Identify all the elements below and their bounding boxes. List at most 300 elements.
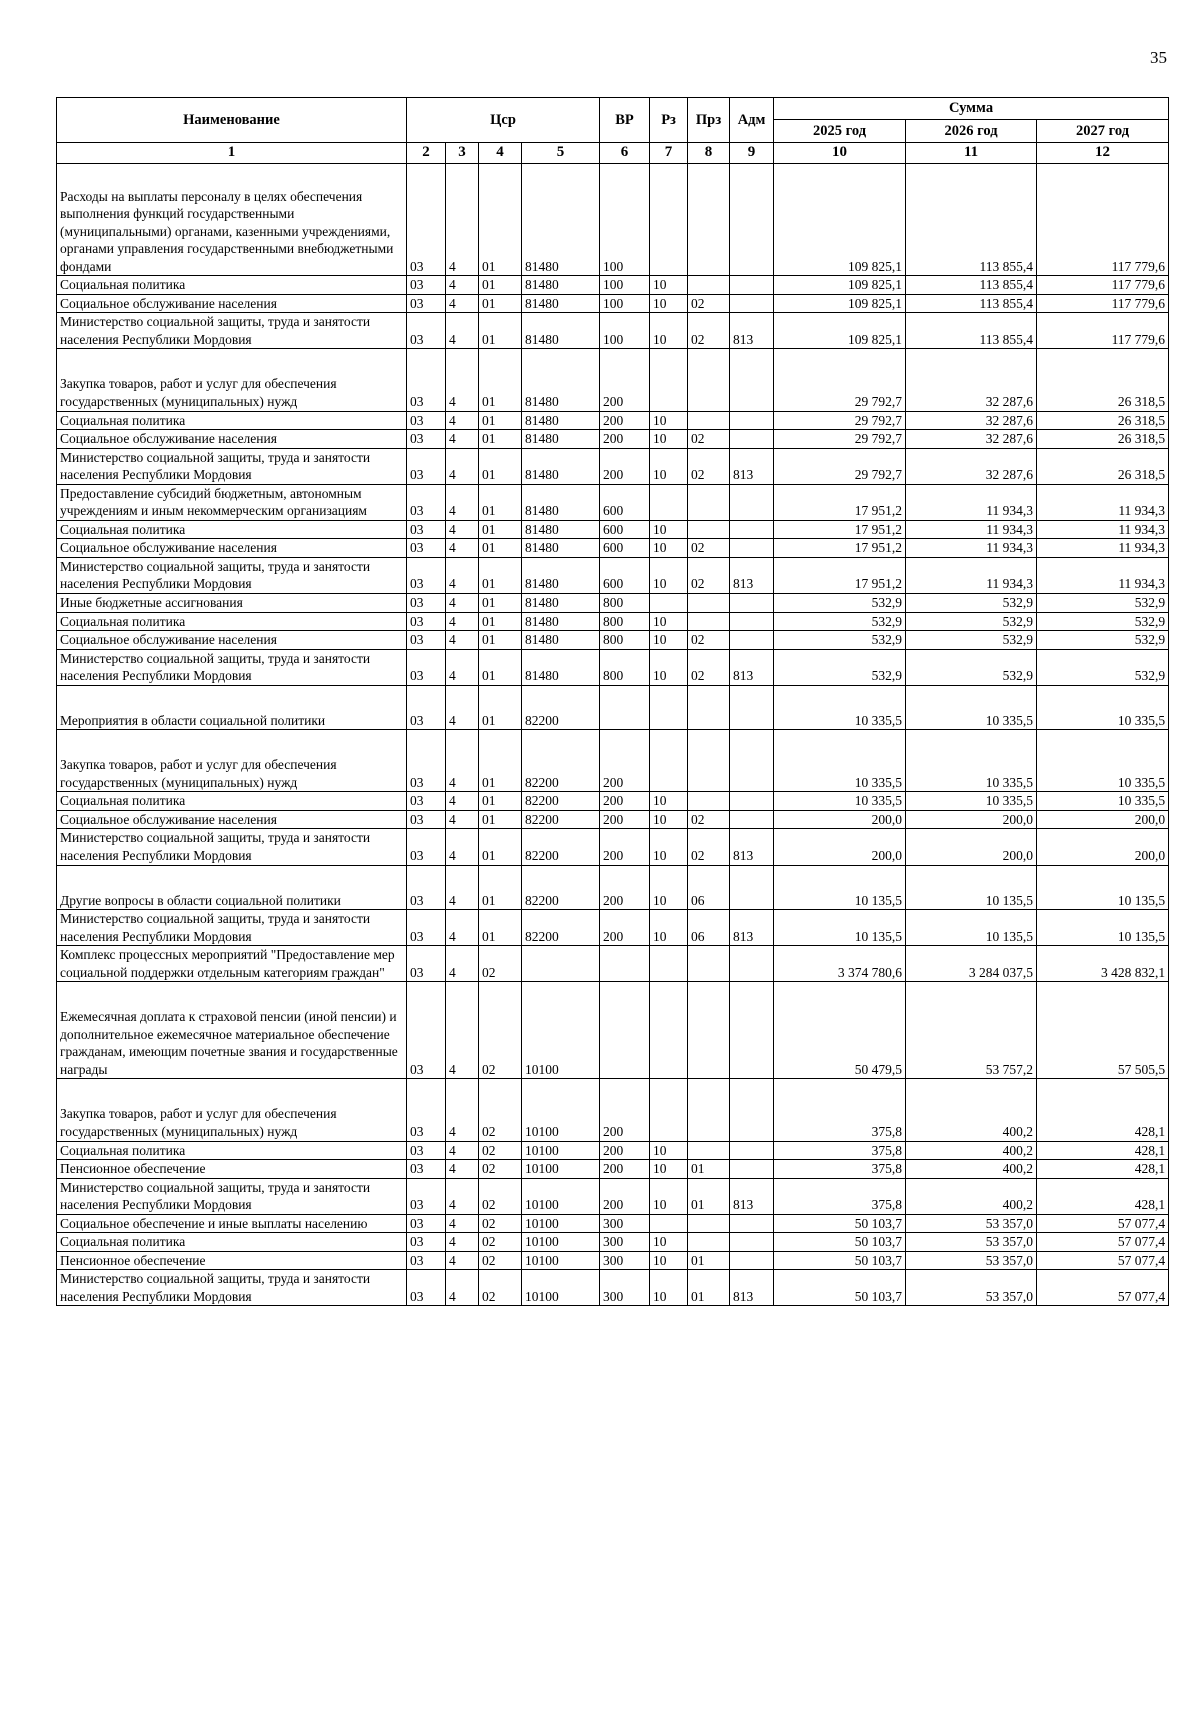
cell-adm (730, 685, 774, 730)
header-sum: Сумма (774, 98, 1169, 120)
row-name: Иные бюджетные ассигнования (57, 593, 407, 612)
row-name: Социальная политика (57, 612, 407, 631)
cell-sum-2027: 10 135,5 (1037, 910, 1169, 946)
table-row (57, 631, 1169, 650)
column-number: 1 (57, 143, 407, 164)
row-name: Министерство социальной защиты, труда и занятости населения Республики Мордовия (57, 557, 407, 593)
cell-prz (688, 520, 730, 539)
cell-adm (730, 520, 774, 539)
row-name: Министерство социальной защиты, труда и занятости населения Республики Мордовия (57, 829, 407, 865)
cell-c3: 4 (446, 810, 479, 829)
cell-rz (650, 593, 688, 612)
cell-c3: 4 (446, 910, 479, 946)
cell-sum-2025: 532,9 (774, 612, 906, 631)
cell-c2: 03 (407, 539, 446, 558)
cell-prz (688, 612, 730, 631)
column-number: 9 (730, 143, 774, 164)
cell-adm: 813 (730, 557, 774, 593)
cell-adm (730, 730, 774, 792)
cell-prz: 01 (688, 1251, 730, 1270)
cell-sum-2027: 11 934,3 (1037, 557, 1169, 593)
cell-c4: 01 (479, 520, 522, 539)
cell-c2: 03 (407, 557, 446, 593)
cell-c2: 03 (407, 685, 446, 730)
cell-prz (688, 163, 730, 276)
row-name: Социальное обеспечение и иные выплаты населению (57, 1214, 407, 1233)
row-name: Министерство социальной защиты, труда и занятости населения Республики Мордовия (57, 448, 407, 484)
row-name: Закупка товаров, работ и услуг для обеспечения государственных (муниципальных) нужд (57, 730, 407, 792)
row-name: Закупка товаров, работ и услуг для обеспечения государственных (муниципальных) нужд (57, 1079, 407, 1141)
table-row (57, 557, 1169, 593)
cell-c5: 81480 (522, 484, 600, 520)
cell-c2: 03 (407, 448, 446, 484)
cell-c3: 4 (446, 557, 479, 593)
cell-vr (600, 946, 650, 982)
table-row (57, 792, 1169, 811)
cell-vr: 200 (600, 448, 650, 484)
cell-c5: 81480 (522, 612, 600, 631)
cell-rz: 10 (650, 1270, 688, 1306)
row-name: Другие вопросы в области социальной политики (57, 865, 407, 910)
cell-prz (688, 1079, 730, 1141)
cell-prz (688, 411, 730, 430)
cell-adm (730, 810, 774, 829)
cell-sum-2025: 109 825,1 (774, 313, 906, 349)
cell-c3: 4 (446, 539, 479, 558)
cell-c2: 03 (407, 1160, 446, 1179)
cell-c5: 81480 (522, 163, 600, 276)
cell-adm (730, 539, 774, 558)
table-row (57, 411, 1169, 430)
cell-adm (730, 982, 774, 1079)
cell-sum-2026: 10 135,5 (906, 865, 1037, 910)
cell-sum-2025: 29 792,7 (774, 411, 906, 430)
table-row (57, 810, 1169, 829)
cell-c4: 02 (479, 1160, 522, 1179)
table-row (57, 276, 1169, 295)
cell-vr: 800 (600, 593, 650, 612)
column-number: 12 (1037, 143, 1169, 164)
cell-adm: 813 (730, 448, 774, 484)
cell-rz: 10 (650, 411, 688, 430)
cell-sum-2026: 53 757,2 (906, 982, 1037, 1079)
cell-c3: 4 (446, 730, 479, 792)
cell-rz: 10 (650, 1233, 688, 1252)
cell-adm: 813 (730, 1178, 774, 1214)
cell-sum-2025: 375,8 (774, 1079, 906, 1141)
cell-c4: 01 (479, 557, 522, 593)
table-row (57, 649, 1169, 685)
cell-adm: 813 (730, 313, 774, 349)
cell-adm (730, 593, 774, 612)
cell-sum-2027: 57 077,4 (1037, 1251, 1169, 1270)
table-row (57, 946, 1169, 982)
cell-sum-2026: 532,9 (906, 631, 1037, 650)
cell-c5: 81480 (522, 631, 600, 650)
cell-c3: 4 (446, 1251, 479, 1270)
cell-adm (730, 792, 774, 811)
cell-sum-2027: 11 934,3 (1037, 484, 1169, 520)
cell-sum-2026: 11 934,3 (906, 484, 1037, 520)
cell-c5: 81480 (522, 294, 600, 313)
column-number: 4 (479, 143, 522, 164)
cell-c3: 4 (446, 946, 479, 982)
table-row (57, 865, 1169, 910)
cell-c3: 4 (446, 1079, 479, 1141)
cell-rz (650, 982, 688, 1079)
cell-vr: 600 (600, 557, 650, 593)
cell-c5: 82200 (522, 685, 600, 730)
cell-c3: 4 (446, 1270, 479, 1306)
cell-c3: 4 (446, 593, 479, 612)
cell-sum-2027: 117 779,6 (1037, 276, 1169, 295)
cell-c5: 82200 (522, 810, 600, 829)
cell-c5: 81480 (522, 430, 600, 449)
cell-c5: 81480 (522, 649, 600, 685)
cell-sum-2027: 26 318,5 (1037, 349, 1169, 411)
cell-c3: 4 (446, 163, 479, 276)
cell-prz: 01 (688, 1178, 730, 1214)
cell-vr: 200 (600, 1178, 650, 1214)
cell-sum-2026: 400,2 (906, 1160, 1037, 1179)
column-number: 3 (446, 143, 479, 164)
cell-c5: 10100 (522, 1178, 600, 1214)
cell-sum-2025: 109 825,1 (774, 163, 906, 276)
cell-c2: 03 (407, 649, 446, 685)
cell-prz: 06 (688, 865, 730, 910)
cell-c2: 03 (407, 430, 446, 449)
cell-c2: 03 (407, 484, 446, 520)
cell-sum-2025: 532,9 (774, 649, 906, 685)
cell-vr: 100 (600, 294, 650, 313)
cell-sum-2025: 29 792,7 (774, 448, 906, 484)
cell-sum-2027: 532,9 (1037, 631, 1169, 650)
cell-sum-2025: 10 335,5 (774, 792, 906, 811)
cell-prz: 02 (688, 539, 730, 558)
cell-sum-2027: 3 428 832,1 (1037, 946, 1169, 982)
cell-sum-2026: 113 855,4 (906, 294, 1037, 313)
cell-c4: 02 (479, 1251, 522, 1270)
cell-sum-2026: 32 287,6 (906, 349, 1037, 411)
cell-c3: 4 (446, 685, 479, 730)
cell-c2: 03 (407, 1079, 446, 1141)
cell-c3: 4 (446, 276, 479, 295)
cell-c2: 03 (407, 612, 446, 631)
cell-sum-2025: 17 951,2 (774, 557, 906, 593)
header-rz: Рз (650, 98, 688, 143)
cell-sum-2026: 3 284 037,5 (906, 946, 1037, 982)
cell-prz: 01 (688, 1160, 730, 1179)
cell-sum-2026: 400,2 (906, 1178, 1037, 1214)
cell-c4: 01 (479, 649, 522, 685)
cell-sum-2027: 117 779,6 (1037, 313, 1169, 349)
cell-sum-2027: 26 318,5 (1037, 448, 1169, 484)
cell-vr: 200 (600, 430, 650, 449)
cell-prz: 02 (688, 557, 730, 593)
row-name: Социальная политика (57, 411, 407, 430)
row-name: Министерство социальной защиты, труда и занятости населения Республики Мордовия (57, 649, 407, 685)
cell-sum-2027: 117 779,6 (1037, 294, 1169, 313)
header-year-2025: 2025 год (774, 120, 906, 143)
cell-sum-2026: 32 287,6 (906, 448, 1037, 484)
cell-rz: 10 (650, 1160, 688, 1179)
cell-c4: 01 (479, 411, 522, 430)
table-row (57, 520, 1169, 539)
cell-vr: 200 (600, 411, 650, 430)
cell-vr: 200 (600, 865, 650, 910)
cell-sum-2026: 10 335,5 (906, 730, 1037, 792)
cell-c4: 01 (479, 631, 522, 650)
cell-adm: 813 (730, 829, 774, 865)
cell-c2: 03 (407, 1141, 446, 1160)
cell-c4: 01 (479, 910, 522, 946)
cell-c3: 4 (446, 829, 479, 865)
table-row (57, 1251, 1169, 1270)
cell-sum-2025: 10 335,5 (774, 730, 906, 792)
cell-rz (650, 1079, 688, 1141)
cell-vr: 300 (600, 1233, 650, 1252)
cell-c5: 82200 (522, 829, 600, 865)
cell-c3: 4 (446, 982, 479, 1079)
cell-c5: 10100 (522, 982, 600, 1079)
cell-c2: 03 (407, 1251, 446, 1270)
table-row (57, 730, 1169, 792)
cell-sum-2027: 200,0 (1037, 829, 1169, 865)
cell-rz: 10 (650, 294, 688, 313)
cell-sum-2025: 10 135,5 (774, 910, 906, 946)
cell-prz (688, 792, 730, 811)
cell-sum-2027: 26 318,5 (1037, 411, 1169, 430)
cell-sum-2025: 532,9 (774, 593, 906, 612)
row-name: Министерство социальной защиты, труда и занятости населения Республики Мордовия (57, 1270, 407, 1306)
cell-c4: 01 (479, 593, 522, 612)
table-row (57, 484, 1169, 520)
cell-c5: 10100 (522, 1214, 600, 1233)
row-name: Социальная политика (57, 792, 407, 811)
cell-vr: 200 (600, 810, 650, 829)
cell-sum-2027: 117 779,6 (1037, 163, 1169, 276)
cell-adm (730, 1251, 774, 1270)
cell-vr: 200 (600, 730, 650, 792)
cell-prz (688, 1214, 730, 1233)
cell-c2: 03 (407, 829, 446, 865)
cell-prz: 02 (688, 631, 730, 650)
cell-c4: 02 (479, 1079, 522, 1141)
cell-c4: 01 (479, 276, 522, 295)
cell-c4: 01 (479, 829, 522, 865)
cell-prz: 02 (688, 829, 730, 865)
cell-rz: 10 (650, 430, 688, 449)
cell-vr: 600 (600, 539, 650, 558)
cell-c3: 4 (446, 448, 479, 484)
cell-vr (600, 982, 650, 1079)
cell-prz (688, 349, 730, 411)
header-year-2027: 2027 год (1037, 120, 1169, 143)
cell-c3: 4 (446, 612, 479, 631)
table-row (57, 1160, 1169, 1179)
cell-sum-2025: 29 792,7 (774, 430, 906, 449)
cell-c3: 4 (446, 631, 479, 650)
cell-c4: 01 (479, 430, 522, 449)
cell-vr: 300 (600, 1270, 650, 1306)
cell-c5: 82200 (522, 792, 600, 811)
cell-c4: 02 (479, 1270, 522, 1306)
cell-c3: 4 (446, 349, 479, 411)
cell-c5: 10100 (522, 1270, 600, 1306)
cell-adm (730, 1141, 774, 1160)
cell-c4: 01 (479, 294, 522, 313)
row-name: Социальная политика (57, 276, 407, 295)
cell-vr: 800 (600, 612, 650, 631)
cell-c4: 01 (479, 792, 522, 811)
cell-c4: 01 (479, 313, 522, 349)
row-name: Социальное обслуживание населения (57, 631, 407, 650)
row-name: Расходы на выплаты персоналу в целях обеспечения выполнения функций государственными (муниципальными) органами, казенными учреждениями, органами управления государственными внебюджетными фондами (57, 163, 407, 276)
cell-sum-2026: 532,9 (906, 612, 1037, 631)
row-name: Социальное обслуживание населения (57, 539, 407, 558)
column-number-row (57, 143, 1169, 164)
cell-vr: 200 (600, 792, 650, 811)
cell-sum-2025: 17 951,2 (774, 539, 906, 558)
cell-sum-2026: 200,0 (906, 829, 1037, 865)
cell-sum-2027: 200,0 (1037, 810, 1169, 829)
cell-c5: 81480 (522, 448, 600, 484)
row-name: Предоставление субсидий бюджетным, автономным учреждениям и иным некоммерческим организациям (57, 484, 407, 520)
cell-rz: 10 (650, 520, 688, 539)
cell-sum-2026: 11 934,3 (906, 539, 1037, 558)
cell-adm (730, 631, 774, 650)
cell-c3: 4 (446, 294, 479, 313)
cell-sum-2026: 53 357,0 (906, 1251, 1037, 1270)
cell-prz (688, 1141, 730, 1160)
cell-rz: 10 (650, 557, 688, 593)
cell-c3: 4 (446, 792, 479, 811)
cell-adm (730, 163, 774, 276)
cell-c3: 4 (446, 649, 479, 685)
cell-sum-2027: 57 077,4 (1037, 1270, 1169, 1306)
cell-sum-2027: 428,1 (1037, 1178, 1169, 1214)
cell-sum-2026: 53 357,0 (906, 1214, 1037, 1233)
cell-c5: 82200 (522, 865, 600, 910)
table-row (57, 539, 1169, 558)
row-name: Министерство социальной защиты, труда и занятости населения Республики Мордовия (57, 313, 407, 349)
cell-sum-2027: 57 077,4 (1037, 1214, 1169, 1233)
cell-vr: 600 (600, 484, 650, 520)
cell-rz: 10 (650, 1251, 688, 1270)
row-name: Закупка товаров, работ и услуг для обеспечения государственных (муниципальных) нужд (57, 349, 407, 411)
cell-c2: 03 (407, 313, 446, 349)
cell-adm (730, 484, 774, 520)
cell-prz (688, 730, 730, 792)
cell-c4: 01 (479, 685, 522, 730)
cell-sum-2026: 32 287,6 (906, 430, 1037, 449)
cell-c3: 4 (446, 430, 479, 449)
cell-rz: 10 (650, 792, 688, 811)
cell-sum-2025: 200,0 (774, 810, 906, 829)
cell-c2: 03 (407, 593, 446, 612)
cell-sum-2025: 532,9 (774, 631, 906, 650)
cell-sum-2025: 109 825,1 (774, 294, 906, 313)
cell-c2: 03 (407, 982, 446, 1079)
cell-c3: 4 (446, 865, 479, 910)
cell-c5: 82200 (522, 730, 600, 792)
cell-vr: 200 (600, 1160, 650, 1179)
table-row (57, 1079, 1169, 1141)
cell-sum-2027: 10 135,5 (1037, 865, 1169, 910)
cell-c5: 10100 (522, 1141, 600, 1160)
table-row (57, 313, 1169, 349)
row-name: Социальное обслуживание населения (57, 430, 407, 449)
header-vr: ВР (600, 98, 650, 143)
row-name: Министерство социальной защиты, труда и занятости населения Республики Мордовия (57, 910, 407, 946)
cell-c2: 03 (407, 276, 446, 295)
cell-sum-2026: 32 287,6 (906, 411, 1037, 430)
cell-sum-2025: 375,8 (774, 1141, 906, 1160)
cell-rz (650, 163, 688, 276)
cell-prz: 02 (688, 313, 730, 349)
cell-adm (730, 1214, 774, 1233)
cell-vr: 800 (600, 649, 650, 685)
cell-sum-2026: 400,2 (906, 1141, 1037, 1160)
cell-c4: 02 (479, 1233, 522, 1252)
cell-vr: 800 (600, 631, 650, 650)
cell-sum-2027: 10 335,5 (1037, 792, 1169, 811)
cell-c3: 4 (446, 1160, 479, 1179)
row-name: Пенсионное обеспечение (57, 1160, 407, 1179)
table-row (57, 430, 1169, 449)
cell-c2: 03 (407, 1233, 446, 1252)
cell-vr: 200 (600, 1141, 650, 1160)
cell-c2: 03 (407, 1270, 446, 1306)
row-name: Социальное обслуживание населения (57, 810, 407, 829)
cell-sum-2026: 400,2 (906, 1079, 1037, 1141)
column-number: 8 (688, 143, 730, 164)
cell-rz: 10 (650, 910, 688, 946)
cell-c2: 03 (407, 865, 446, 910)
cell-sum-2026: 532,9 (906, 649, 1037, 685)
cell-c3: 4 (446, 1233, 479, 1252)
cell-adm (730, 612, 774, 631)
table-row (57, 1178, 1169, 1214)
cell-sum-2027: 57 505,5 (1037, 982, 1169, 1079)
cell-c2: 03 (407, 349, 446, 411)
cell-c2: 03 (407, 910, 446, 946)
cell-rz: 10 (650, 810, 688, 829)
row-name: Социальная политика (57, 520, 407, 539)
cell-rz (650, 1214, 688, 1233)
header-name: Наименование (57, 98, 407, 143)
cell-adm (730, 865, 774, 910)
cell-adm (730, 294, 774, 313)
cell-sum-2027: 11 934,3 (1037, 520, 1169, 539)
cell-sum-2026: 53 357,0 (906, 1270, 1037, 1306)
cell-sum-2026: 11 934,3 (906, 520, 1037, 539)
row-name: Ежемесячная доплата к страховой пенсии (иной пенсии) и дополнительное ежемесячное материальное обеспечение гражданам, имеющим почетные звания и государственные награды (57, 982, 407, 1079)
cell-c3: 4 (446, 1141, 479, 1160)
cell-c3: 4 (446, 484, 479, 520)
cell-c4: 02 (479, 946, 522, 982)
table-row (57, 163, 1169, 276)
cell-prz: 01 (688, 1270, 730, 1306)
table-row (57, 829, 1169, 865)
cell-sum-2027: 26 318,5 (1037, 430, 1169, 449)
cell-c4: 01 (479, 539, 522, 558)
cell-sum-2025: 10 335,5 (774, 685, 906, 730)
cell-sum-2026: 113 855,4 (906, 276, 1037, 295)
table-row (57, 294, 1169, 313)
cell-c4: 01 (479, 865, 522, 910)
cell-c4: 01 (479, 612, 522, 631)
